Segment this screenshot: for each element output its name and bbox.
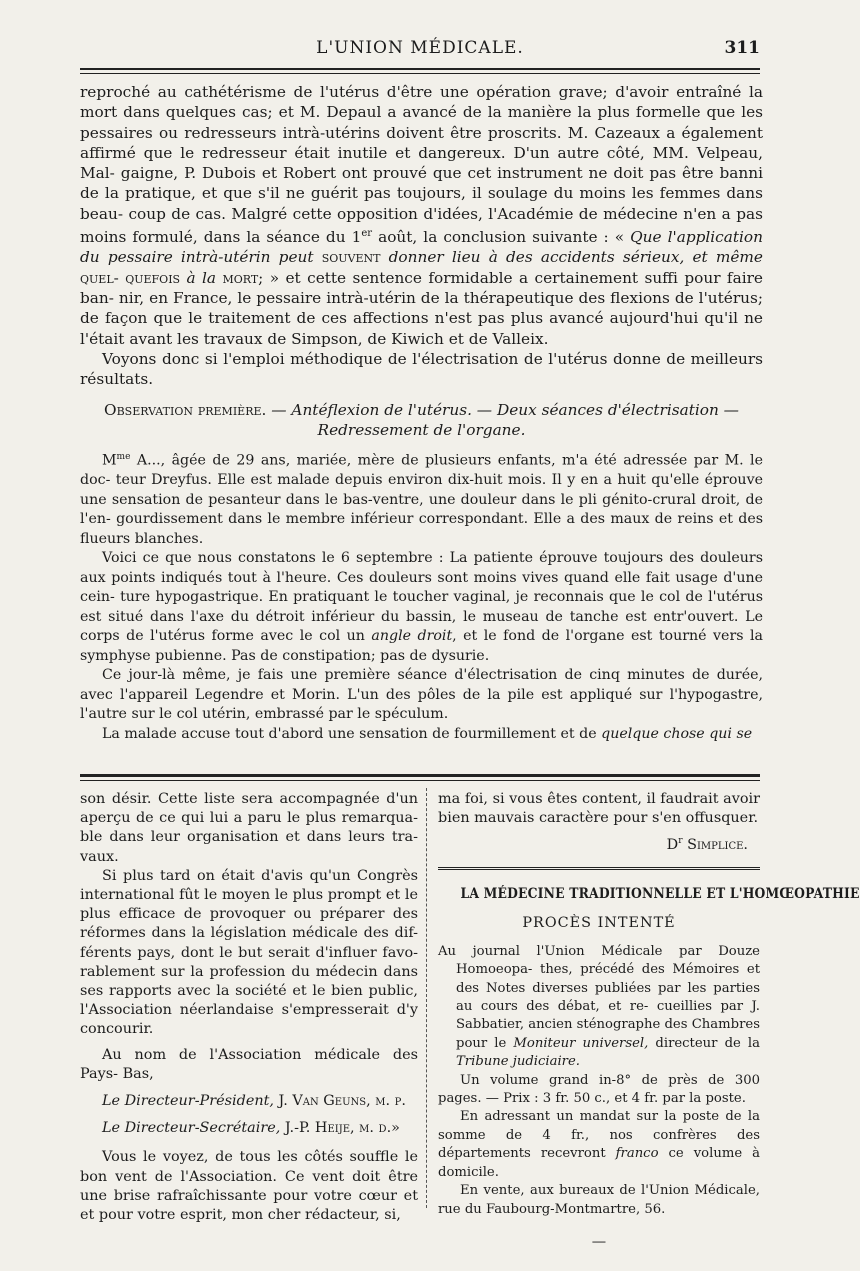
paragraph-2: Voyons donc si l'emploi méthodique de l'électrisation de l'utérus donne de meilleurs résultats. [80,349,763,389]
left-column [80,790,418,1225]
right-paragraph-1: ma foi, si vous êtes content, il faudrait avoir bien mauvais caractère pour s'en offusquer. [438,791,760,827]
left-paragraph-3: Au nom de l'Association médicale des Pays- Bas, [80,1046,418,1082]
left-paragraph-1: son désir. Cette liste sera accompagnée d'un aperçu de ce qui lui a paru le plus remarqua- ble dans leur organisation et dans leurs tra- vaux. [80,791,418,865]
feuilleton-rule [80,774,760,777]
author-signature: $D^r$ Simplice. [666,836,748,854]
signature-president: Le Directeur-Président, J. Van Geuns, m. p. [102,1093,406,1110]
header-rule-thin [80,73,760,74]
article-subtitle: PROCÈS INTENTÉ [522,914,676,931]
feuilleton-rule-thin [80,780,760,781]
header-rule [80,68,760,70]
book-sale: En vente, aux bureaux de l'Union Médicale, rue du Faubourg-Montmartre, 56. [438,1183,760,1217]
journal-title: L'UNION MÉDICALE. [316,38,524,58]
right-column [438,790,860,1252]
observation-heading: Observation première. — Antéflexion de l'utérus. — Deux séances d'électrisation — Redressement de l'organe. [104,400,739,439]
book-price: Un volume grand in-8° de près de 300 pages. — Prix : 3 fr. 50 c., et 4 fr. par la poste. [438,1072,760,1107]
signature-secretary: Le Directeur-Secrétaire, J.-P. Heije, m. d.» [102,1120,400,1137]
left-paragraph-4: Vous le voyez, de tous les côtés souffle le bon vent de l'Association. Ce vent doit être une brise rafraîchissante pour votre cœur et et pour votre esprit, mon cher rédacteur, si, [80,1149,418,1224]
page-number: 311 [724,38,760,58]
main-article [80,82,763,744]
paragraph-4: Voici ce que nous constatons le 6 septembre : La patiente éprouve toujours des douleurs aux points indiqués tout à l'heure. Ces douleurs sont moins vives quand elle fait usage d'une cein- ture hypogastrique. En pratiquant le toucher vaginal, je reconnais que le col de l'utérus est situé dans l'axe du détroit inférieur du bassin, le museau de tanche est entr'ouvert. Le corps de l'utérus forme avec le col un angle droit, et le fond de l'organe est tourné vers la symphyse pubienne. Pas de constipation; pas de dysurie. [80,550,763,664]
observation-body [80,448,763,744]
book-order: En adressant un mandat sur la poste de la somme de 4 fr., nos confrères des départements recevront franco ce volume à domicile. [438,1109,760,1180]
section-rule [438,867,760,870]
paragraph-3: $M^{me}$ A..., âgée de 29 ans, mariée, mère de plusieurs enfants, m'a été adressée par M. le doc- teur Dreyfus. Elle est malade depuis environ dix-huit mois. Il y en a huit qu'elle éprouve une sensation de pesanteur dans le bas-ventre, une douleur dans le pli génito-crural droit, de l'en- gourdissement dans le membre inférieur correspondant. Elle a des maux de reins et des flueurs blanches. [80,452,763,547]
book-notice: Au journal l'Union Médicale par Douze Homoeopa- thes, précédé des Mémoires et des Notes diverses publiées par les parties au cours des débat, et re- cueillies par J. Sabbatier, ancien sténographe des Chambres pour le Moniteur universel, directeur de la Tribune judiciaire. [438,943,760,1070]
paragraph-5: Ce jour-là même, je fais une première séance d'électrisation de cinq minutes de durée, avec l'appareil Legendre et Morin. L'un des pôles de la pile est appliqué sur l'hypogastre, l'autre sur le col utérin, embrassé par le spéculum. [80,667,764,723]
article-title: LA MÉDECINE TRADITIONNELLE ET L'HOMŒOPATHIE [460,885,860,903]
running-header [80,38,760,62]
paragraph-1: reproché au cathétérisme de l'utérus d'être une opération grave; d'avoir entraîné la mort dans quelques cas; et M. Depaul a avancé de la manière la plus formelle que les pessaires ou redresseurs intrà-utérins doivent être proscrits. M. Cazeaux a également affirmé que le redresseur était inutile et dangereux. D'un autre côté, MM. Velpeau, Mal- gaigne, P. Dubois et Robert ont prouvé que cet instrument ne doit pas être banni de la pratique, et que s'il ne guérit pas toujours, il soulage du moins les femmes dans beau- coup de cas. Malgré cette opposition d'idées, l'Académie de médecine n'en a pas moins formulé, dans la séance du 1er août, la conclusion suivante : « Que l'application du pessaire intrà-utérin peut souvent donner lieu à des accidents sérieux, et même quel- quefois à la mort; » et cette sentence formidable a certainement suffi pour faire ban- nir, en France, le pessaire intrà-utérin de la thérapeutique des flexions de l'utérus; de façon que le traitement de ces affections n'est pas plus avancé aujourd'hui qu'il ne l'était avant les travaux de Simpson, de Kiwich et de Valleix. [80,83,764,348]
left-paragraph-2: Si plus tard on était d'avis qu'un Congrès international fût le moyen le plus prompt et le plus efficace de provoquer ou préparer des réformes dans la législation médicale des dif- férents pays, dont le but serait d'influer favo- rablement sur la profession du médecin dans ses rapports avec la société et le bien public, l'Association néerlandaise s'empresserait d'y concourir. [80,867,418,1038]
column-divider [426,788,427,1208]
paragraph-6: La malade accuse tout d'abord une sensation de fourmillement et de quelque chose qui se [102,725,753,742]
closing-dash: — [591,1233,607,1250]
